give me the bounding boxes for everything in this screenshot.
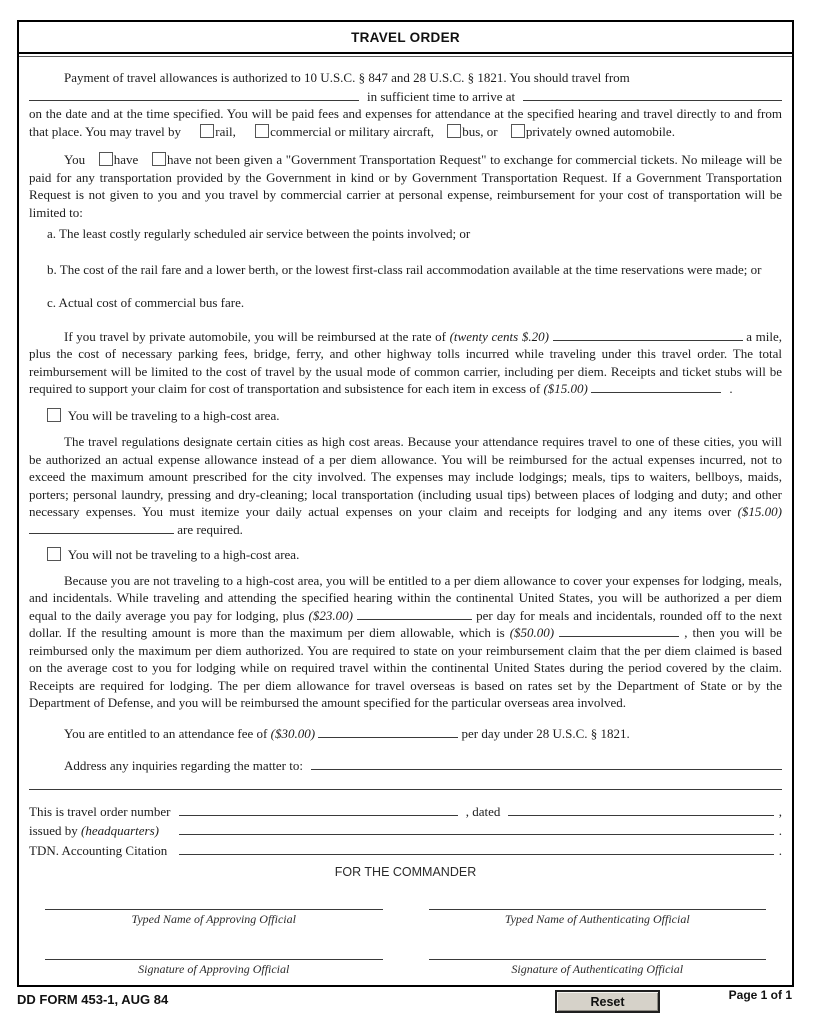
dated-label: , dated [465,803,501,819]
input-accounting-citation[interactable] [179,841,774,855]
p1-rest [29,105,782,140]
p6-after: per day under 28 U.S.C. § 1821. [461,725,630,741]
approving-column [45,908,383,979]
p7-row [64,756,782,775]
p1-fill-row [29,87,782,106]
page-footer [17,988,794,1020]
label-pov: privately owned automobile. [525,123,675,139]
p6-before: You are entitled to an attendance fee of [64,725,268,741]
input-mileage-rate[interactable] [553,328,743,341]
p2-rest: have not been given a "Government Transportation Request" to exchange for commercial tickets. No mileage will be paid for any transportation provided by the Government in kind or by Government Transportation Request. If a Government Transportation Request is not given to you and you travel by commercial carrier at personal expense, reimbursement for your cost of transportation will be limited to: [29,152,782,220]
input-items-over-amount[interactable] [29,521,174,534]
typed-approving-label: Typed Name of Approving Official [131,911,296,926]
typed-authenticating-label: Typed Name of Authenticating Official [504,911,690,926]
order-row-3 [29,841,782,860]
signature-block [29,908,782,979]
p3-excess-hint: ($15.00) [543,381,588,396]
p2-you: You [64,152,86,167]
p3-period: . [729,381,733,396]
p3-before: If you travel by private automobile, you will be reimbursed at the rate of [64,328,446,344]
input-issued-by[interactable] [179,821,774,835]
high-cost-label: You will be traveling to a high-cost area. [67,407,280,423]
order-row2-punct: . [778,823,782,838]
checkbox-have-not-gtr[interactable] [152,152,166,166]
accounting-citation-label: TDN. Accounting Citation [29,842,168,858]
p4-after: are required. [177,521,243,537]
not-high-cost-label: You will not be traveling to a high-cost area. [67,547,300,562]
input-inquiries-address[interactable] [311,756,782,770]
order-number-label: This is travel order number [29,803,171,819]
for-the-commander-line: FOR THE COMMANDER [334,865,477,879]
checkbox-aircraft[interactable] [255,124,269,138]
p5-before: Because you are not traveling to a high-cost area, you will be entitled to a per diem allowance to cover your expenses for lodging, meals, and incidentals. While traveling and attending the specified hearing within the continental United States, you will be authorized a per diem equal to the daily average you pay for lodging, plus [29,572,782,623]
checkbox-bus[interactable] [447,124,461,138]
issued-by-text: issued by [29,823,78,838]
issued-by-label [29,822,179,840]
input-typed-name-authenticating[interactable] [429,908,767,910]
item-b: b. The cost of the rail fare and a lower berth, or the lowest first-class rail accommodation available at the time reservations were made; or [47,261,762,277]
p5-after: , then you will be reimbursed only the maximum per diem authorized. You are required to state on your reimbursement claim that the per diem claimed is based on the average cost to you for lodging while on required travel within the continental United States during the period covered by the claim. Receipts are required for lodging. The per diem allowance for travel overseas is based on rates set by the Department of State or by the Department of Defense, and you will be reimbursed the amount specified for the particular overseas area involved. [29,625,782,710]
p4-over-hint: ($15.00) [737,504,783,519]
p3-mid: a mile, plus the cost of necessary parking fees, bridge, ferry, and other highway tolls incurred while traveling under this travel order. The total reimbursement will be limited to the cost of travel by the usual mode of common carrier, including per diem. Receipts and ticket stubs will be required to support your claim for cost of transportation and subsistence for each item in excess of [29,328,782,396]
p1-line1: Payment of travel allowances is authorized to 10 U.S.C. § 847 and 28 U.S.C. § 1821. You should travel from [64,70,630,85]
p6-fee-hint: ($30.00) [270,725,316,741]
order-row-1 [29,802,782,821]
input-travel-order-number[interactable] [179,802,458,816]
label-rail: rail, [215,123,236,139]
label-aircraft: commercial or military aircraft, [270,123,434,139]
checkbox-not-high-cost[interactable] [47,547,61,561]
input-signature-approving[interactable] [45,958,383,960]
p5-max-hint: ($50.00) [509,625,555,640]
p5 [29,572,782,712]
checkbox-pov[interactable] [511,124,525,138]
form-header [19,22,792,54]
input-attendance-fee[interactable] [318,725,458,738]
p2 [29,151,782,221]
item-a: a. The least costly regularly scheduled air service between the points involved; or [47,226,471,241]
input-signature-authenticating[interactable] [429,958,767,960]
p4-before: The travel regulations designate certain cities as high cost areas. Because your attendance requires travel to one of these cities, you will be authorized an actual expense allowance instead of a per diem allowance. You will be reimbursed for the actual expenses incurred, not to exceed the maximum amount prescribed for the city involved. The expenses may include lodgings; meals, tips to waiters, bellboys, maids, porters; personal laundry, pressing and dry-cleaning; local transportation (including usual tips) between places of lodging and duty; and other necessary expenses. You must itemize your daily actual expenses on your claim and receipts for lodging and any items over [29,434,782,519]
input-max-per-diem[interactable] [559,624,679,637]
p5-plus-hint: ($23.00) [308,607,353,623]
input-typed-name-approving[interactable] [45,908,383,910]
p2-have: have [113,152,139,167]
p4 [29,433,782,538]
order-row3-punct: . [778,842,782,858]
input-travel-from[interactable] [29,87,359,101]
checkbox-have-gtr[interactable] [99,152,113,166]
p5-mid: per day for meals and incidentals, rounded off to the next dollar. If the resulting amount is more than the maximum per diem allowable, which is [29,607,783,640]
order-block [29,802,782,860]
order-row-2 [29,821,782,840]
reset-button[interactable]: Reset [555,990,660,1013]
order-row1-punct: , [778,803,782,819]
p1-rest-text: on the date and at the time specified. You will be paid fees and expenses for attendance at the specified hearing and travel directly to and from that place. You may travel by [29,106,782,139]
form-title: TRAVEL ORDER [351,29,460,45]
checkbox-high-cost[interactable] [47,408,61,422]
input-order-date[interactable] [508,802,773,816]
form-border-box [17,20,794,987]
headquarters-hint: (headquarters) [81,823,159,838]
page-number: Page 1 of 1 [728,988,792,1002]
input-excess-amount[interactable] [591,380,721,393]
input-meals-per-day[interactable] [357,607,472,620]
authenticating-column [429,908,767,979]
high-cost-row [47,407,782,425]
input-inquiries-address-line2[interactable] [29,788,782,790]
sig-approving-label: Signature of Approving Official [138,962,290,976]
p6 [64,725,782,743]
input-arrive-at[interactable] [523,87,782,101]
p1-arrive-text: in sufficient time to arrive at [367,88,516,104]
p3-rate-hint: (twenty cents $.20) [449,328,549,344]
form-id: DD FORM 453-1, AUG 84 [17,992,169,1007]
not-high-cost-row [47,546,782,564]
checkbox-rail[interactable] [200,124,214,138]
item-c: c. Actual cost of commercial bus fare. [47,295,245,310]
p3 [29,328,782,398]
form-content [19,57,792,979]
p7-label: Address any inquiries regarding the matter to: [64,758,303,773]
label-bus: bus, or [462,123,498,139]
sig-authenticating-label: Signature of Authenticating Official [511,962,684,976]
